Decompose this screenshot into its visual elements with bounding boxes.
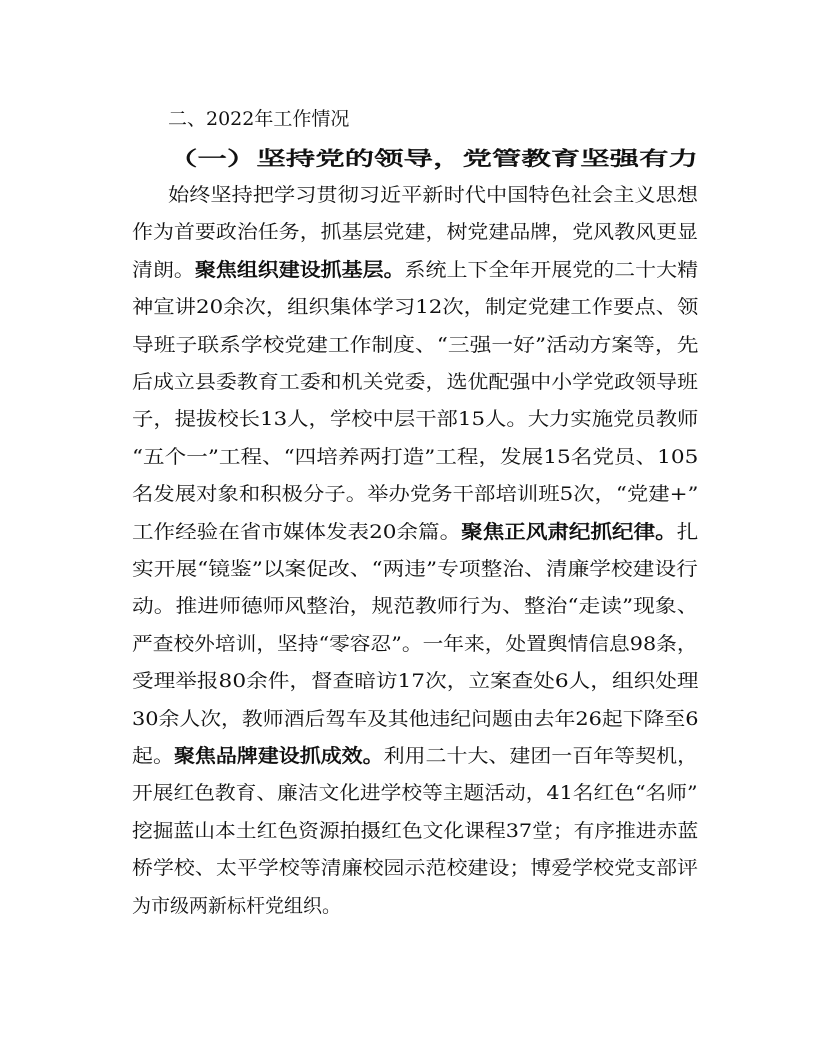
paragraph-line <box>132 552 698 586</box>
paragraph-text: 挖掘蓝山本土红色资源拍摄红色文化课程37堂；有序推进赤蓝 <box>132 819 699 842</box>
paragraph-line <box>132 253 698 287</box>
paragraph-line <box>132 365 698 399</box>
paragraph-text: 后成立县委教育工委和机关党委，选优配强中小学党政领导班 <box>132 371 699 393</box>
paragraph-line <box>132 627 698 661</box>
paragraph-text: 桥学校、太平学校等清廉校园示范校建设；博爱学校党支部评 <box>132 857 699 880</box>
sub-heading <box>168 142 698 176</box>
paragraph-line <box>132 402 698 436</box>
paragraph-text: 工作经验在省市媒体发表20余篇。 <box>132 520 462 543</box>
emphasis-text: 聚焦品牌建设抓成效。 <box>173 745 384 767</box>
section-heading-text: 二、2022年工作情况 <box>168 108 350 130</box>
sub-heading-text: （一）坚持党的领导，党管教育坚强有力 <box>168 147 699 170</box>
paragraph-text: 受理举报80余件，督查暗访17次，立案查处6人，组织处理 <box>132 670 699 693</box>
paragraph-text: 开展红色教育、廉洁文化进学校等主题活动，41名红色“名师” <box>132 782 698 805</box>
paragraph-text: 为市级两新标杆党组织。 <box>132 894 342 917</box>
paragraph-text: 扎 <box>676 520 699 543</box>
paragraph-line <box>132 814 698 848</box>
paragraph-line <box>132 477 698 511</box>
paragraph-line <box>132 215 698 249</box>
paragraph-text: 30余人次，教师酒后驾车及其他违纪问题由去年26起下降至6 <box>132 707 699 730</box>
emphasis-text: 聚焦正风肃纪抓纪律。 <box>461 520 677 543</box>
paragraph-line <box>132 290 698 324</box>
paragraph-text: 名发展对象和积极分子。举办党务干部培训班5次，“党建+” <box>132 483 699 506</box>
paragraph-text: 利用二十大、建团一百年等契机， <box>383 745 699 767</box>
paragraph-line <box>132 515 698 549</box>
paragraph-line <box>132 739 698 773</box>
paragraph-text: 导班子联系学校党建工作制度、“三强一好”活动方案等，先 <box>132 333 699 356</box>
paragraph-line <box>132 664 698 698</box>
paragraph-line <box>132 589 698 623</box>
paragraph-text: 动。推进师德师风整治，规范教师行为、整治“走读”现象、 <box>132 595 699 618</box>
paragraph-text: 作为首要政治任务，抓基层党建，树党建品牌，党风教风更显 <box>132 221 699 244</box>
paragraph-line <box>132 440 698 474</box>
paragraph-line <box>132 889 341 923</box>
paragraph-line <box>132 851 698 885</box>
paragraph-text: 起。 <box>132 745 174 767</box>
paragraph-text: 严查校外培训，坚持“零容忍”。一年来，处置舆情信息98条， <box>132 632 698 655</box>
paragraph-line <box>132 328 698 362</box>
paragraph-text: 清朗。 <box>132 258 195 281</box>
emphasis-text: 聚焦组织建设抓基层。 <box>194 258 405 281</box>
paragraph-line <box>168 178 698 212</box>
paragraph-text: “五个一”工程、“四培养两打造”工程，发展15名党员、105 <box>132 445 699 468</box>
paragraph-line <box>132 776 698 810</box>
section-heading <box>168 102 349 136</box>
paragraph-text: 实开展“镜鉴”以案促改、“两违”专项整治、清廉学校建设行 <box>132 558 698 580</box>
paragraph-text: 始终坚持把学习贯彻习近平新时代中国特色社会主义思想 <box>168 184 699 206</box>
paragraph-text: 神宣讲20余次，组织集体学习12次，制定党建工作要点、领 <box>132 296 699 319</box>
paragraph-text: 系统上下全年开展党的二十大精 <box>404 258 699 281</box>
paragraph-line <box>132 702 698 736</box>
paragraph-text: 子，提拔校长13人，学校中层干部15人。大力实施党员教师 <box>132 408 699 431</box>
